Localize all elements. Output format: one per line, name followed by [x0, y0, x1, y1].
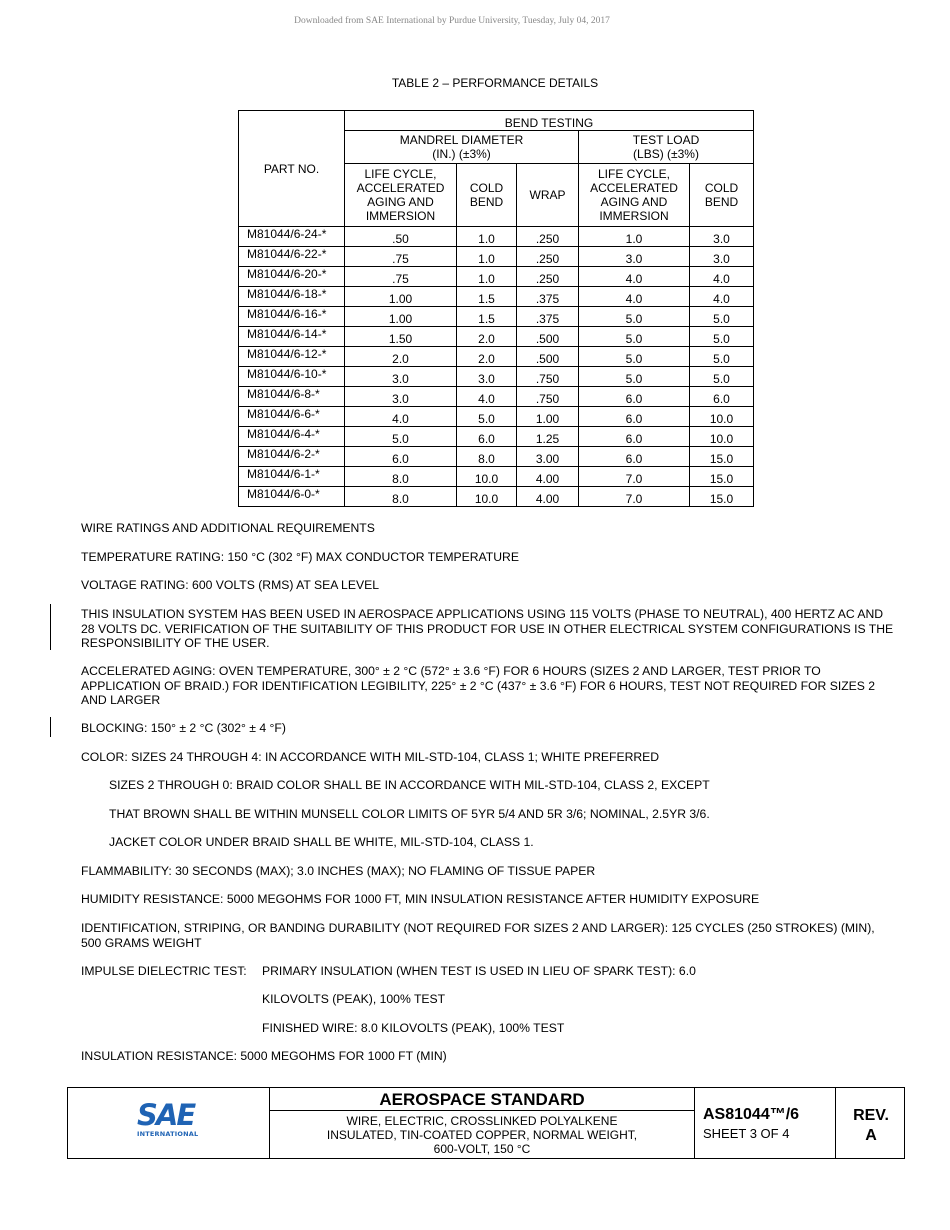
mandrel-life-cycle-cell: .75 — [345, 267, 457, 287]
title-block — [67, 1087, 905, 1159]
load-cold-bend-cell: 15.0 — [690, 487, 754, 507]
impulse-dielectric-label: IMPULSE DIELECTRIC TEST: — [81, 964, 247, 978]
color-sizes-2-through-0: SIZES 2 THROUGH 0: BRAID COLOR SHALL BE IN ACCORDANCE WITH MIL-STD-104, CLASS 2, EXCEPT — [109, 778, 710, 792]
load-life-cycle-cell: 5.0 — [579, 347, 690, 367]
mandrel-life-cycle-cell: .75 — [345, 247, 457, 267]
performance-table — [238, 110, 754, 507]
change-bar — [50, 717, 51, 737]
header-line: ACCELERATED — [590, 181, 678, 195]
part-number-cell: M81044/6-8-* — [239, 387, 345, 407]
aerospace-standard-title: AEROSPACE STANDARD — [270, 1088, 694, 1111]
sae-logo — [137, 1100, 198, 1138]
mandrel-life-cycle-cell: 2.0 — [345, 347, 457, 367]
header-mandrel-life-cycle — [345, 164, 457, 227]
table-row — [239, 467, 754, 487]
mandrel-cold-bend-cell: 4.0 — [457, 387, 517, 407]
part-number-cell: M81044/6-24-* — [239, 227, 345, 247]
table-row — [239, 267, 754, 287]
load-cold-bend-cell: 3.0 — [690, 227, 754, 247]
wrap-cell: .375 — [517, 287, 579, 307]
part-number-cell: M81044/6-12-* — [239, 347, 345, 367]
header-line: BEND — [469, 195, 504, 209]
logo-cell — [68, 1088, 270, 1158]
mandrel-life-cycle-cell: 1.00 — [345, 287, 457, 307]
load-cold-bend-cell: 15.0 — [690, 447, 754, 467]
load-life-cycle-cell: 5.0 — [579, 367, 690, 387]
table-row — [239, 327, 754, 347]
mandrel-cold-bend-cell: 2.0 — [457, 327, 517, 347]
mandrel-cold-bend-cell: 1.5 — [457, 287, 517, 307]
header-line: ACCELERATED — [356, 181, 445, 195]
load-cold-bend-cell: 4.0 — [690, 267, 754, 287]
mandrel-cold-bend-cell: 5.0 — [457, 407, 517, 427]
part-number-cell: M81044/6-6-* — [239, 407, 345, 427]
wrap-cell: .500 — [517, 327, 579, 347]
table-row — [239, 307, 754, 327]
sae-logo-mark: SAE — [137, 1098, 195, 1132]
mandrel-cold-bend-cell: 1.0 — [457, 267, 517, 287]
load-cold-bend-cell: 10.0 — [690, 407, 754, 427]
wrap-cell: 3.00 — [517, 447, 579, 467]
load-cold-bend-cell: 3.0 — [690, 247, 754, 267]
part-number-cell: M81044/6-1-* — [239, 467, 345, 487]
mandrel-life-cycle-cell: 4.0 — [345, 407, 457, 427]
load-life-cycle-cell: 1.0 — [579, 227, 690, 247]
load-life-cycle-cell: 7.0 — [579, 467, 690, 487]
change-bar — [50, 604, 51, 650]
mandrel-cold-bend-cell: 6.0 — [457, 427, 517, 447]
impulse-kilovolts: KILOVOLTS (PEAK), 100% TEST — [262, 992, 446, 1006]
header-load-life-cycle — [579, 164, 690, 227]
load-life-cycle-cell: 3.0 — [579, 247, 690, 267]
color-jacket: JACKET COLOR UNDER BRAID SHALL BE WHITE, MIL-STD-104, CLASS 1. — [109, 835, 534, 849]
header-line: IMMERSION — [365, 209, 436, 223]
header-line: IMMERSION — [599, 209, 669, 223]
mandrel-life-cycle-cell: 1.00 — [345, 307, 457, 327]
header-line: BEND — [704, 195, 739, 209]
header-line: AGING AND — [367, 195, 434, 209]
mandrel-life-cycle-cell: 1.50 — [345, 327, 457, 347]
table-row — [239, 487, 754, 507]
load-life-cycle-cell: 4.0 — [579, 267, 690, 287]
document-subtitle — [270, 1114, 694, 1156]
load-cold-bend-cell: 6.0 — [690, 387, 754, 407]
header-part-no: PART NO. — [239, 111, 345, 227]
part-number-cell: M81044/6-0-* — [239, 487, 345, 507]
subtitle-line: 600-VOLT, 150 °C — [433, 1142, 531, 1156]
header-line: AGING AND — [600, 195, 668, 209]
load-life-cycle-cell: 6.0 — [579, 407, 690, 427]
load-line-2: (LBS) (±3%) — [633, 147, 699, 161]
mandrel-life-cycle-cell: .50 — [345, 227, 457, 247]
mandrel-life-cycle-cell: 6.0 — [345, 447, 457, 467]
mandrel-cold-bend-cell: 8.0 — [457, 447, 517, 467]
voltage-rating: VOLTAGE RATING: 600 VOLTS (RMS) AT SEA LEVEL — [81, 578, 380, 592]
wire-ratings-heading: WIRE RATINGS AND ADDITIONAL REQUIREMENTS — [81, 521, 375, 535]
identification-durability: IDENTIFICATION, STRIPING, OR BANDING DURABILITY (NOT REQUIRED FOR SIZES 2 AND LARGER): 125 CYCLES (250 STROKES) (MIN), 500 GRAMS WEIGHT — [81, 921, 875, 950]
table-row — [239, 387, 754, 407]
load-cold-bend-cell: 5.0 — [690, 327, 754, 347]
table-title: TABLE 2 – PERFORMANCE DETAILS — [391, 76, 599, 90]
wrap-cell: 1.25 — [517, 427, 579, 447]
header-test-load — [579, 131, 754, 164]
header-line: LIFE CYCLE, — [364, 167, 437, 181]
insulation-resistance: INSULATION RESISTANCE: 5000 MEGOHMS FOR 1000 FT (MIN) — [81, 1049, 447, 1063]
color-requirement: COLOR: SIZES 24 THROUGH 4: IN ACCORDANCE WITH MIL-STD-104, CLASS 1; WHITE PREFERRED — [81, 750, 660, 764]
table-row — [239, 247, 754, 267]
document-number: AS81044™/6 — [703, 1106, 800, 1123]
mandrel-cold-bend-cell: 10.0 — [457, 467, 517, 487]
table-row — [239, 287, 754, 307]
part-number-cell: M81044/6-20-* — [239, 267, 345, 287]
wrap-cell: .750 — [517, 367, 579, 387]
revision-cell — [836, 1088, 906, 1158]
wrap-cell: 1.00 — [517, 407, 579, 427]
load-life-cycle-cell: 6.0 — [579, 427, 690, 447]
header-mandrel-diameter — [345, 131, 579, 164]
load-cold-bend-cell: 5.0 — [690, 347, 754, 367]
part-number-cell: M81044/6-2-* — [239, 447, 345, 467]
mandrel-life-cycle-cell: 8.0 — [345, 487, 457, 507]
mandrel-cold-bend-cell: 2.0 — [457, 347, 517, 367]
revision — [836, 1106, 906, 1146]
blocking: BLOCKING: 150° ± 2 °C (302° ± 4 °F) — [81, 721, 286, 735]
subtitle-line: INSULATED, TIN-COATED COPPER, NORMAL WEIGHT, — [326, 1128, 638, 1142]
flammability: FLAMMABILITY: 30 SECONDS (MAX); 3.0 INCHES (MAX); NO FLAMING OF TISSUE PAPER — [81, 864, 596, 878]
impulse-primary: PRIMARY INSULATION (WHEN TEST IS USED IN LIEU OF SPARK TEST): 6.0 — [262, 964, 696, 978]
wrap-cell: .750 — [517, 387, 579, 407]
wrap-cell: 4.00 — [517, 487, 579, 507]
part-number-cell: M81044/6-14-* — [239, 327, 345, 347]
load-cold-bend-cell: 4.0 — [690, 287, 754, 307]
wrap-cell: 4.00 — [517, 467, 579, 487]
part-number-cell: M81044/6-10-* — [239, 367, 345, 387]
mandrel-life-cycle-cell: 3.0 — [345, 367, 457, 387]
table-row — [239, 227, 754, 247]
mandrel-cold-bend-cell: 1.5 — [457, 307, 517, 327]
header-line: COLD — [704, 181, 739, 195]
table-row — [239, 407, 754, 427]
mandrel-line-1: MANDREL DIAMETER — [399, 133, 524, 147]
subtitle-line: WIRE, ELECTRIC, CROSSLINKED POLYALKENE — [346, 1114, 618, 1128]
color-brown-limits: THAT BROWN SHALL BE WITHIN MUNSELL COLOR LIMITS OF 5YR 5/4 AND 5R 3/6; NOMINAL, 2.5YR 3/6. — [109, 807, 710, 821]
impulse-finished-wire: FINISHED WIRE: 8.0 KILOVOLTS (PEAK), 100% TEST — [262, 1021, 565, 1035]
wrap-cell: .250 — [517, 227, 579, 247]
load-life-cycle-cell: 5.0 — [579, 327, 690, 347]
temperature-rating: TEMPERATURE RATING: 150 °C (302 °F) MAX CONDUCTOR TEMPERATURE — [81, 550, 519, 564]
part-number-cell: M81044/6-22-* — [239, 247, 345, 267]
sae-logo-subtitle: INTERNATIONAL — [137, 1130, 199, 1138]
load-life-cycle-cell: 6.0 — [579, 387, 690, 407]
part-number-cell: M81044/6-16-* — [239, 307, 345, 327]
load-cold-bend-cell: 15.0 — [690, 467, 754, 487]
accelerated-aging: ACCELERATED AGING: OVEN TEMPERATURE, 300° ± 2 °C (572° ± 3.6 °F) FOR 6 HOURS (SIZES 2 AND LARGER, TEST PRIOR TO APPLICATION OF BRAID.) FOR IDENTIFICATION LEGIBILITY, 225° ± 2 °C (437° ± 3.6 °F) FOR 6 HOURS, TEST NOT REQUIRED FOR SIZES 2 AND LARGER — [81, 664, 876, 707]
part-number-cell: M81044/6-4-* — [239, 427, 345, 447]
wrap-cell: .250 — [517, 247, 579, 267]
wrap-cell: .375 — [517, 307, 579, 327]
mandrel-life-cycle-cell: 8.0 — [345, 467, 457, 487]
mandrel-cold-bend-cell: 1.0 — [457, 227, 517, 247]
load-cold-bend-cell: 5.0 — [690, 307, 754, 327]
header-bend-testing: BEND TESTING — [345, 111, 754, 131]
load-cold-bend-cell: 10.0 — [690, 427, 754, 447]
table-row — [239, 347, 754, 367]
load-life-cycle-cell: 4.0 — [579, 287, 690, 307]
wrap-cell: .250 — [517, 267, 579, 287]
insulation-system-note: THIS INSULATION SYSTEM HAS BEEN USED IN AEROSPACE APPLICATIONS USING 115 VOLTS (PHASE TO NEUTRAL), 400 HERTZ AC AND 28 VOLTS DC. VERIFICATION OF THE SUITABILITY OF THIS PRODUCT FOR USE IN OTHER ELECTRICAL SYSTEM CONFIGURATIONS IS THE RESPONSIBILITY OF THE USER. — [81, 607, 894, 650]
part-number-cell: M81044/6-18-* — [239, 287, 345, 307]
mandrel-cold-bend-cell: 1.0 — [457, 247, 517, 267]
mandrel-cold-bend-cell: 3.0 — [457, 367, 517, 387]
mandrel-life-cycle-cell: 3.0 — [345, 387, 457, 407]
humidity-resistance: HUMIDITY RESISTANCE: 5000 MEGOHMS FOR 1000 FT, MIN INSULATION RESISTANCE AFTER HUMIDITY EXPOSURE — [81, 892, 760, 906]
table-row — [239, 447, 754, 467]
load-life-cycle-cell: 6.0 — [579, 447, 690, 467]
document-number-cell — [695, 1088, 836, 1158]
revision-value: A — [865, 1127, 877, 1144]
mandrel-line-2: (IN.) (±3%) — [432, 147, 491, 161]
table-row — [239, 427, 754, 447]
title-cell — [270, 1088, 695, 1158]
header-mandrel-cold-bend — [457, 164, 517, 227]
load-line-1: TEST LOAD — [632, 133, 700, 147]
load-cold-bend-cell: 5.0 — [690, 367, 754, 387]
header-load-cold-bend — [690, 164, 754, 227]
header-line: COLD — [469, 181, 504, 195]
mandrel-life-cycle-cell: 5.0 — [345, 427, 457, 447]
sheet-number: SHEET 3 OF 4 — [703, 1126, 790, 1141]
wrap-cell: .500 — [517, 347, 579, 367]
table-row — [239, 367, 754, 387]
load-life-cycle-cell: 7.0 — [579, 487, 690, 507]
load-life-cycle-cell: 5.0 — [579, 307, 690, 327]
header-wrap: WRAP — [517, 164, 579, 227]
header-line: LIFE CYCLE, — [597, 167, 671, 181]
mandrel-cold-bend-cell: 10.0 — [457, 487, 517, 507]
revision-label: REV. — [853, 1107, 889, 1124]
download-watermark: Downloaded from SAE International by Purdue University, Tuesday, July 04, 2017 — [294, 16, 610, 26]
